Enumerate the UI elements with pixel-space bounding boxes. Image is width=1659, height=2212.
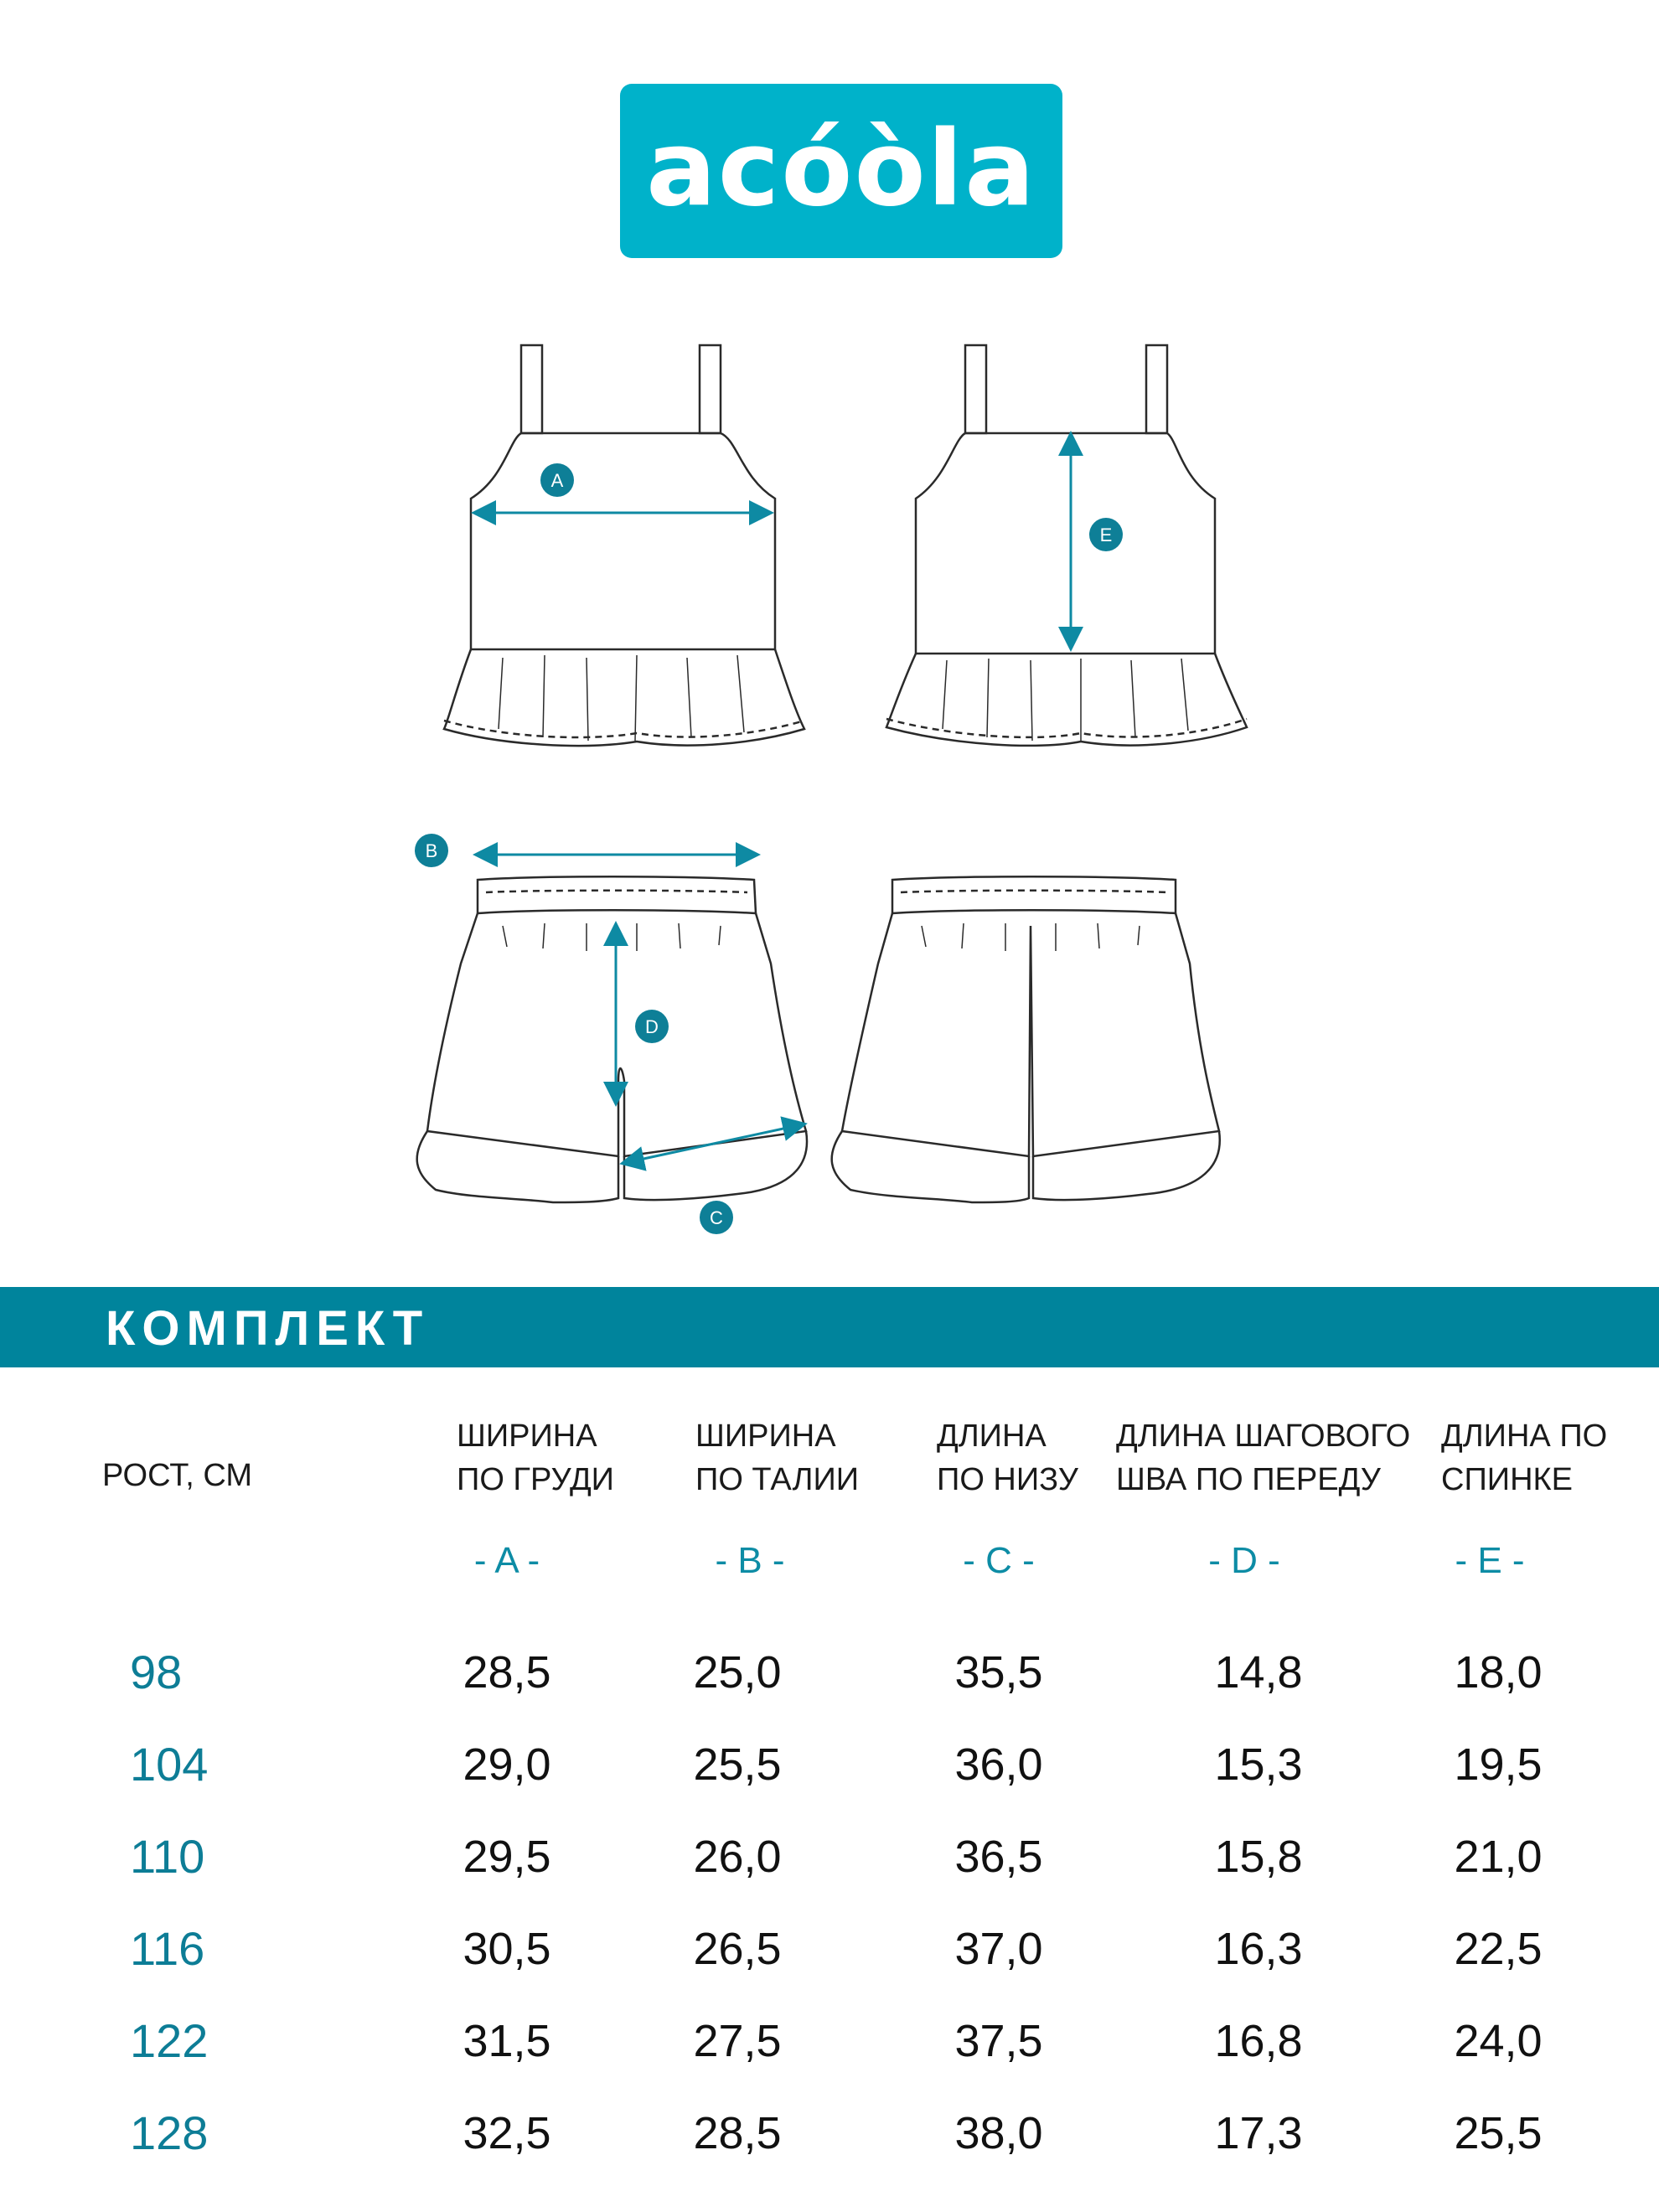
column-header-a-line1: ШИРИНА bbox=[457, 1419, 597, 1454]
column-header-e bbox=[1441, 1414, 1607, 1501]
table-cell: 28,5 bbox=[463, 1647, 551, 1698]
column-header-d bbox=[1116, 1414, 1410, 1501]
table-cell: 37,0 bbox=[954, 1924, 1043, 1974]
column-header-b-line1: ШИРИНА bbox=[695, 1419, 836, 1454]
table-cell: 15,3 bbox=[1214, 1739, 1303, 1790]
row-size: 128 bbox=[130, 2106, 209, 2159]
table-cell: 24,0 bbox=[1454, 2016, 1543, 2066]
column-code-e: - E - bbox=[1455, 1540, 1525, 1581]
svg-text:D: D bbox=[645, 1016, 659, 1037]
column-header-c-line1: ДЛИНА bbox=[937, 1419, 1047, 1454]
table-cell: 22,5 bbox=[1454, 1924, 1543, 1974]
label-e-marker bbox=[1089, 518, 1123, 551]
column-code-a: - A - bbox=[473, 1540, 540, 1581]
svg-text:E: E bbox=[1099, 525, 1113, 545]
top-back-drawing bbox=[886, 345, 1247, 746]
table-cell: 37,5 bbox=[954, 2016, 1043, 2066]
table-cell: 25,5 bbox=[693, 1739, 782, 1790]
table-cell: 32,5 bbox=[463, 2108, 551, 2158]
height-header: РОСТ, СМ bbox=[102, 1458, 253, 1493]
table-cell: 26,5 bbox=[693, 1924, 782, 1974]
column-header-a-line2: ПО ГРУДИ bbox=[457, 1462, 614, 1497]
row-size: 122 bbox=[130, 2014, 209, 2067]
measure-c-arrow bbox=[624, 1124, 803, 1163]
table-cell: 16,3 bbox=[1214, 1924, 1303, 1974]
section-band bbox=[0, 1287, 1659, 1367]
column-header-c bbox=[937, 1414, 1078, 1501]
svg-text:C: C bbox=[710, 1207, 723, 1228]
table-cell: 27,5 bbox=[693, 2016, 782, 2066]
table-cell: 25,5 bbox=[1454, 2108, 1543, 2158]
table-cell: 21,0 bbox=[1454, 1832, 1543, 1882]
table-cell: 38,0 bbox=[954, 2108, 1043, 2158]
shorts-back-drawing bbox=[832, 876, 1220, 1202]
brand-logo bbox=[620, 84, 1062, 258]
brand-logo-text: acóòla bbox=[646, 109, 1036, 230]
table-cell: 29,0 bbox=[463, 1739, 551, 1790]
section-title: КОМПЛЕКТ bbox=[106, 1301, 430, 1356]
table-cell: 16,8 bbox=[1214, 2016, 1303, 2066]
svg-text:B: B bbox=[425, 840, 438, 861]
row-size: 98 bbox=[130, 1646, 183, 1698]
column-header-d-line2: ШВА ПО ПЕРЕДУ bbox=[1116, 1462, 1381, 1497]
table-cell: 19,5 bbox=[1454, 1739, 1543, 1790]
garment-diagrams bbox=[0, 327, 1659, 1257]
table-cell: 25,0 bbox=[693, 1647, 782, 1698]
table-cell: 14,8 bbox=[1214, 1647, 1303, 1698]
label-c-marker bbox=[700, 1201, 733, 1234]
table-cell: 30,5 bbox=[463, 1924, 551, 1974]
table-cell: 29,5 bbox=[463, 1832, 551, 1882]
column-code-c: - C - bbox=[963, 1540, 1035, 1581]
column-header-b-line2: ПО ТАЛИИ bbox=[695, 1462, 860, 1497]
row-size: 110 bbox=[130, 1830, 205, 1883]
table-cell: 28,5 bbox=[693, 2108, 782, 2158]
table-cell: 17,3 bbox=[1214, 2108, 1303, 2158]
column-header-e-line2: СПИНКЕ bbox=[1441, 1462, 1573, 1497]
label-d-marker bbox=[635, 1010, 669, 1043]
table-cell: 36,0 bbox=[954, 1739, 1043, 1790]
row-size: 116 bbox=[130, 1922, 205, 1975]
column-header-e-line1: ДЛИНА ПО bbox=[1441, 1419, 1608, 1454]
row-size: 104 bbox=[130, 1738, 209, 1791]
svg-text:A: A bbox=[550, 470, 564, 491]
column-header-c-line2: ПО НИЗУ bbox=[937, 1462, 1078, 1497]
column-code-b: - B - bbox=[715, 1540, 785, 1581]
column-code-d: - D - bbox=[1208, 1540, 1280, 1581]
table-cell: 18,0 bbox=[1454, 1647, 1543, 1698]
column-header-b bbox=[695, 1414, 859, 1501]
table-cell: 35,5 bbox=[954, 1647, 1043, 1698]
shorts-front-drawing bbox=[417, 876, 807, 1202]
label-b-marker bbox=[415, 834, 448, 867]
column-header-d-line1: ДЛИНА ШАГОВОГО bbox=[1116, 1419, 1411, 1454]
column-header-a bbox=[457, 1414, 614, 1501]
table-cell: 31,5 bbox=[463, 2016, 551, 2066]
table-cell: 15,8 bbox=[1214, 1832, 1303, 1882]
top-front-drawing bbox=[444, 345, 804, 746]
table-cell: 36,5 bbox=[954, 1832, 1043, 1882]
label-a-marker bbox=[540, 463, 574, 497]
table-cell: 26,0 bbox=[693, 1832, 782, 1882]
